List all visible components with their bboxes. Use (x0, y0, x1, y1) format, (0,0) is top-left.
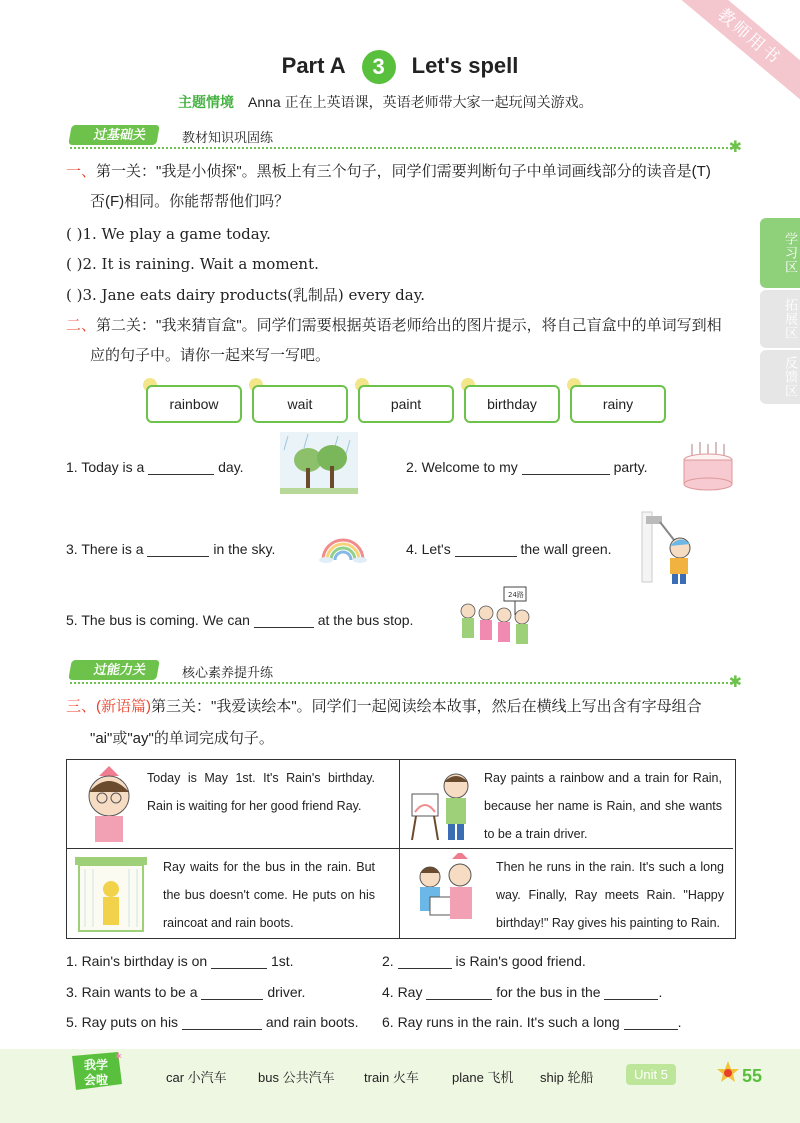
question-2-line2: 应的句子中。请你一起来写一写吧。 (90, 347, 331, 364)
story-cell-4 (400, 849, 733, 938)
teacher-edition-ribbon: 教师用书 (667, 0, 800, 110)
page-number: 55 (742, 1066, 763, 1086)
answer-blank[interactable] (254, 627, 314, 628)
question-1-line2: 否(F)相同。你能帮帮他们吗？ (90, 193, 290, 210)
page-title (0, 50, 800, 84)
bus-stop-sign: 24路 (508, 591, 524, 599)
answer-sentence-5: 5. Ray puts on his and rain boots. (66, 1014, 359, 1030)
answer-blank[interactable] (211, 968, 267, 969)
birthday-cake-image (680, 440, 736, 492)
bus-stop-rain-image (73, 853, 149, 935)
question-3-line2: "ai"或"ay"的单词完成句子。 (90, 730, 274, 747)
footer-word-bus: bus 公共汽车 (258, 1070, 335, 1085)
word-box-wait: wait (252, 385, 348, 423)
bus-stop-kids-image (456, 585, 538, 649)
fill-sentence-3: 3. There is a in the sky. (66, 541, 276, 557)
word-box-rainbow: rainbow (146, 385, 242, 423)
fill-sentence-5: 5. The bus is coming. We can at the bus stop. (66, 612, 414, 628)
section-ability-tag: 过能力关 (68, 660, 160, 680)
answer-blank[interactable] (426, 999, 492, 1000)
section-divider (70, 147, 732, 149)
answer-blank[interactable] (148, 474, 214, 475)
story-cell-3 (67, 849, 400, 938)
answer-sentence-3: 3. Rain wants to be a driver. (66, 984, 306, 1000)
section-basic-tag: 过基础关 (68, 125, 160, 145)
footer-word-ship: ship 轮船 (540, 1070, 594, 1085)
painting-wall-boy-image (640, 510, 696, 586)
scene-text: Anna 正在上英语课，英语老师带大家一起玩闯关游戏。 (248, 94, 593, 110)
rainy-tree-image (278, 430, 360, 498)
judge-item-1: ( )1. We play a game today. (66, 225, 271, 243)
ray-painting-image (408, 766, 478, 844)
star-icon: ✱ (728, 139, 742, 156)
section-ability-bar (70, 660, 742, 691)
story-text-1: Today is May 1st. It's Rain's birthday. Rain is waiting for her good friend Ray. (147, 771, 375, 813)
judge-item-3: ( )3. Jane eats dairy products(乳制品) every day. (66, 286, 425, 304)
rain-girl-image (77, 766, 141, 844)
fill-sentence-2: 2. Welcome to my party. (406, 459, 648, 475)
answer-blank[interactable] (182, 1029, 262, 1030)
answer-sentence-6: 6. Ray runs in the rain. It's such a long . (382, 1014, 682, 1030)
answer-blank[interactable] (624, 1029, 678, 1030)
new-text-tag: (新语篇) (96, 698, 152, 715)
answer-blank[interactable] (147, 556, 209, 557)
answer-blank[interactable] (201, 999, 263, 1000)
question-2-line1: 第二关："我来猜盲盒"。同学们需要根据英语老师给出的图片提示，将自己盲盒中的单词写到相 (96, 317, 722, 334)
question-3-number: 三、 (66, 698, 97, 715)
question-1-instruction (66, 157, 746, 187)
unit-label: Unit 5 (626, 1064, 676, 1085)
footer-word-train: train 火车 (364, 1070, 419, 1085)
part-label: Part A (281, 52, 346, 78)
story-text-3: Ray waits for the bus in the rain. But the bus doesn't come. He puts on his raincoat and rain boots. (163, 860, 375, 930)
picture-story-table (66, 759, 736, 939)
learned-logo (66, 1048, 126, 1094)
section-ability-subtitle: 核心素养提升练 (182, 665, 274, 680)
question-3-instruction (66, 692, 746, 722)
side-tab-extend[interactable]: 拓展区 (760, 290, 800, 348)
question-3-line1: 第三关："我爱读绘本"。同学们一起阅读绘本故事，然后在横线上写出含有字母组合 (151, 698, 702, 715)
question-2-instruction (66, 311, 746, 341)
answer-sentence-4: 4. Ray for the bus in the . (382, 984, 663, 1000)
footer-word-car: car 小汽车 (166, 1070, 227, 1085)
section-basic-subtitle: 教材知识巩固练 (182, 130, 274, 145)
fill-sentence-1: 1. Today is a day. (66, 459, 244, 475)
scene-label: 主题情境 (178, 94, 234, 110)
word-box-rainy: rainy (570, 385, 666, 423)
ray-meets-rain-image (406, 853, 486, 935)
rainbow-image (318, 530, 368, 564)
section-divider (70, 682, 732, 684)
judge-item-2: ( )2. It is raining. Wait a moment. (66, 255, 319, 273)
story-text-2: Ray paints a rainbow and a train for Rain, because her name is Rain, and she wants to be a train driver. (484, 771, 722, 841)
side-tab-feedback[interactable]: 反馈区 (760, 350, 800, 404)
word-box-birthday: birthday (464, 385, 560, 423)
theme-scene (178, 92, 593, 112)
answer-blank[interactable] (604, 999, 658, 1000)
answer-blank[interactable] (522, 474, 610, 475)
footer-word-plane: plane 飞机 (452, 1070, 514, 1085)
side-tab-study[interactable]: 学习区 (760, 218, 800, 288)
section-basic-bar (70, 125, 742, 156)
question-2-number: 二、 (66, 317, 97, 334)
logo-text: 会啦 (84, 1073, 109, 1087)
answer-sentence-1: 1. Rain's birthday is on 1st. (66, 953, 294, 969)
story-cell-1 (67, 760, 400, 849)
story-cell-2 (400, 760, 733, 849)
question-1-line1: 第一关："我是小侦探"。黑板上有三个句子，同学们需要判断句子中单词画线部分的读音是(T) (96, 163, 711, 180)
fill-sentence-4: 4. Let's the wall green. (406, 541, 612, 557)
lesson-number-badge: 3 (362, 50, 396, 84)
star-icon: ✱ (728, 674, 742, 691)
logo-text: 我学 (84, 1058, 109, 1072)
mascot-icon (716, 1060, 740, 1084)
lesson-title: Let's spell (411, 52, 519, 78)
answer-blank[interactable] (398, 968, 452, 969)
story-text-4: Then he runs in the rain. It's such a long way. Finally, Ray meets Rain. "Happy birthday!" Ray gives his painting to Rain. (496, 860, 724, 930)
star-icon: ✶ (114, 1050, 124, 1063)
answer-sentence-2: 2. is Rain's good friend. (382, 953, 586, 969)
question-1-number: 一、 (66, 163, 97, 180)
word-box-paint: paint (358, 385, 454, 423)
answer-blank[interactable] (455, 556, 517, 557)
